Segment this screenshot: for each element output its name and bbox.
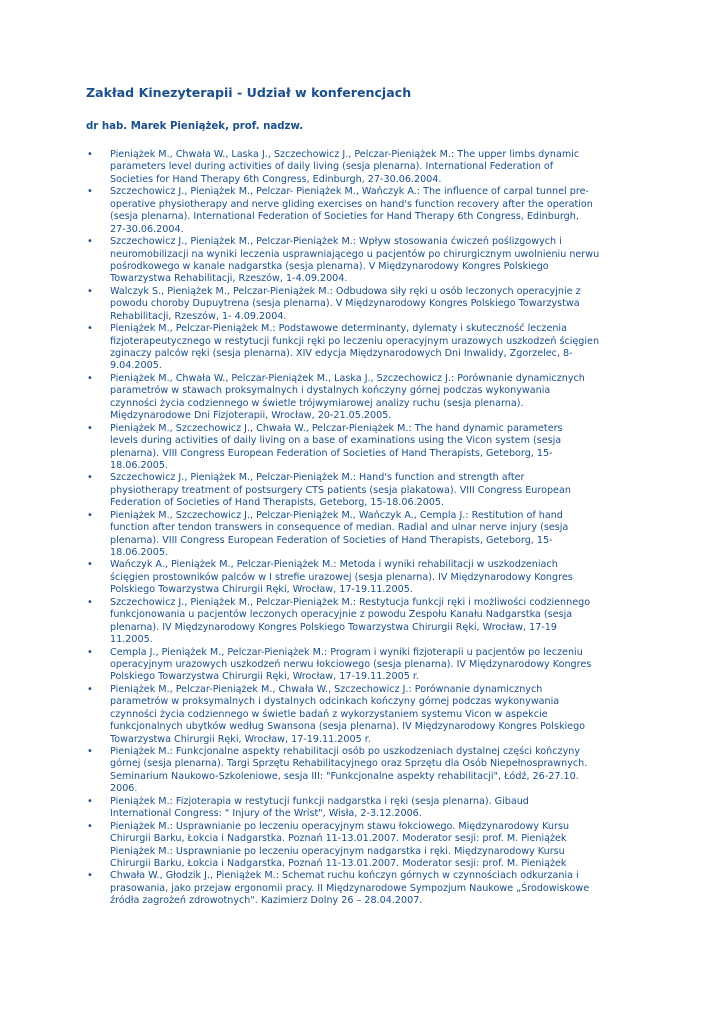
entry-line: (sesja plenarna). International Federation of Societies for Hand Therapy 6th Congress, Edinburgh, xyxy=(110,211,579,223)
entry-line: 18.06.2005. xyxy=(110,459,168,471)
entry-line: operative physiotherapy and nerve gliding exercises on hand's function recovery after the operation xyxy=(110,198,593,210)
entry-line: źródła zagrożeń zdrowotnych". Kazimierz Dolny 26 – 28.04.2007. xyxy=(110,895,423,907)
list-item xyxy=(86,746,646,796)
entry-line: plenarna). IV Międzynarodowy Kongres Polskiego Towarzystwa Chirurgii Ręki, Wrocław, 17-19 xyxy=(110,621,558,633)
entry-line: Pieniążek M., Pelczar-Pieniążek M.: Podstawowe determinanty, dylematy i skuteczność leczenia xyxy=(110,323,567,335)
entry-line: prasowania, jako przejaw ergonomii pracy. II Międzynarodowe Sympozjum Naukowe „Środowiskowe xyxy=(110,882,590,894)
entry-line: Szczechowicz J., Pieniążek M., Pelczar-Pieniążek M.: Hand's function and strength after xyxy=(110,472,525,484)
entry-line: International Congress: " Injury of the Wrist", Wisła, 2-3.12.2006. xyxy=(110,808,422,820)
bullet-icon: • xyxy=(87,559,93,571)
bullet-icon: • xyxy=(87,646,93,658)
entry-line: function after tendon transwers in consequence of median. Radial and ulnar nerve injury (sesja xyxy=(110,522,569,534)
entry-line: górnej (sesja plenarna). Targi Sprzętu Rehabilitacyjnego oraz Sprzętu dla Osób Niepełnosprawnych. xyxy=(110,758,588,770)
bullet-icon: • xyxy=(87,236,93,248)
bullet-icon: • xyxy=(87,186,93,198)
entry-line: funkcjonowania u pacjentów leczonych operacyjnie z powodu Zespołu Kanału Nadgarstka (sesja xyxy=(110,609,573,621)
entry-line: Pieniążek M., Pelczar-Pieniążek M., Chwała W., Szczechowicz J.: Porównanie dynamicznych xyxy=(110,683,543,695)
entry-line: funkcjonalnych ubytków według Swansona (sesja plenarna). IV Międzynarodowy Kongres Polskiego xyxy=(110,721,586,733)
entry-line: Pieniążek M., Szczechowicz J., Pelczar-Pieniążek M., Wańczyk A., Cempla J.: Restitution of hand xyxy=(110,509,563,521)
author-heading: dr hab. Marek Pieniążek, prof. nadzw. xyxy=(86,121,304,132)
bullet-icon: • xyxy=(87,422,93,434)
entry-line: Chwała W., Głodzik J., Pieniążek M.: Schemat ruchu kończyn górnych w czynnościach odkurzania i xyxy=(110,870,579,882)
bullet-icon: • xyxy=(87,149,93,160)
entry-line: operacyjnym urazowych uszkodzeń nerwu łokciowego (sesja plenarna). IV Międzynarodowy Kongres xyxy=(110,658,592,670)
entry-line: Seminarium Naukowo-Szkoleniowe, sesja III: "Funkcjonalne aspekty rehabilitacji", Łódź, 26-27.10. xyxy=(110,770,579,782)
list-item xyxy=(86,821,646,871)
list-item xyxy=(86,870,646,907)
entry-line: 11.2005. xyxy=(110,634,153,646)
conference-list xyxy=(86,149,646,908)
bullet-icon: • xyxy=(87,870,93,882)
list-item xyxy=(86,423,646,473)
entry-line: Wańczyk A., Pieniążek M., Pelczar-Pieniążek M.: Metoda i wyniki rehabilitacji w uszkodzeniach xyxy=(110,559,558,571)
entry-line: Societies for Hand Therapy 6th Congress, Edinburgh, 27-30.06.2004. xyxy=(110,173,442,185)
bullet-icon: • xyxy=(87,285,93,297)
entry-line: pośrodkowego w kanale nadgarstka (sesja plenarna). V Międzynarodowy Kongres Polskiego xyxy=(110,260,549,272)
bullet-icon: • xyxy=(87,472,93,484)
list-item xyxy=(86,286,646,323)
bullet-icon: • xyxy=(87,372,93,384)
entry-line: czynności życia codziennego w świetle badań z wykorzystaniem systemu Vicon w aspekcie xyxy=(110,708,548,720)
entry-line: parametrów w proksymalnych i dystalnych odcinkach kończyny górnej podczas wykonywania xyxy=(110,696,560,708)
list-item xyxy=(86,647,646,684)
entry-line: 27-30.06.2004. xyxy=(110,223,184,235)
bullet-icon: • xyxy=(87,746,93,757)
entry-line: Pieniążek M., Chwała W., Laska J., Szczechowicz J., Pelczar-Pieniążek M.: The upper limbs dynamic xyxy=(110,149,580,160)
entry-line: Towarzystwa Rehabilitacji, Rzeszów, 1-4.09.2004. xyxy=(110,273,348,285)
entry-line: plenarna). VIII Congress European Federation of Societies of Hand Therapists, Geteborg, 15- xyxy=(110,447,553,459)
bullet-icon: • xyxy=(87,683,93,695)
list-item xyxy=(86,510,646,560)
entry-line: Pieniążek M.: Fizjoterapia w restytucji funkcji nadgarstka i ręki (sesja plenarna). Gibaud xyxy=(110,795,529,807)
entry-line: Chirurgii Barku, Łokcia i Nadgarstka. Poznań 11-13.01.2007. Moderator sesji: prof. M. Pieniążek xyxy=(110,857,567,869)
list-item xyxy=(86,323,646,373)
entry-line: Szczechowicz J., Pieniążek M., Pelczar-Pieniążek M.: Wpływ stosowania ćwiczeń poślizgowych i xyxy=(110,236,562,248)
page-title: Zakład Kinezyterapii - Udział w konferencjach xyxy=(86,85,412,100)
entry-line: 9.04.2005. xyxy=(110,360,162,372)
entry-line: Towarzystwa Chirurgii Ręki, Wrocław, 17-19.11.2005 r. xyxy=(110,733,371,745)
entry-line: parameters level during activities of daily living (sesja plenarna). International Federation of xyxy=(110,161,554,173)
list-item xyxy=(86,796,646,821)
list-item xyxy=(86,559,646,596)
entry-line: levels during activities of daily living on a base of examinations using the Vicon system (sesja xyxy=(110,435,562,447)
bullet-icon: • xyxy=(87,596,93,608)
entry-line: powodu choroby Dupuytrena (sesja plenarna). V Międzynarodowy Kongres Polskiego Towarzystwa xyxy=(110,298,580,310)
bullet-icon: • xyxy=(87,509,93,521)
entry-line: Pieniążek M.: Usprawnianie po leczeniu operacyjnym nadgarstka i ręki. Międzynarodowy Kursu xyxy=(110,845,565,857)
entry-line: Federation of Societies of Hand Therapists, Geteborg, 15-18.06.2005. xyxy=(110,497,445,509)
entry-line: Pieniążek M.: Funkcjonalne aspekty rehabilitacji osób po uszkodzeniach dystalnej części kończyny xyxy=(110,746,581,757)
list-item xyxy=(86,186,646,236)
entry-line: czynności życia codziennego w świetle trójwymiarowej analizy ruchu (sesja plenarna). xyxy=(110,397,524,409)
entry-line: Międzynarodowe Dni Fizjoterapii, Wrocław, 20-21.05.2005. xyxy=(110,410,392,422)
list-item xyxy=(86,149,646,186)
entry-line: 2006. xyxy=(110,783,138,795)
entry-line: Polskiego Towarzystwa Chirurgii Ręki, Wrocław, 17-19.11.2005. xyxy=(110,584,413,596)
list-item xyxy=(86,236,646,286)
bullet-icon: • xyxy=(87,323,93,335)
entry-line: fizjoterapeutycznego w restytucji funkcji ręki po leczeniu operacyjnym urazowych uszkodzeń ścięgien xyxy=(110,335,600,347)
bullet-icon: • xyxy=(87,820,93,832)
entry-line: 18.06.2005. xyxy=(110,547,168,558)
entry-line: Walczyk S., Pieniążek M., Pelczar-Pieniążek M.: Odbudowa siły ręki u osób leczonych operacyjnie z xyxy=(110,285,581,297)
entry-line: zginaczy palców ręki (sesja plenarna). XIV edycja Międzynarodowych Dni Inwalidy, Zgorzelec, 8- xyxy=(110,348,573,359)
entry-line: Polskiego Towarzystwa Chirurgii Ręki, Wrocław, 17-19.11.2005 r. xyxy=(110,671,419,683)
list-item xyxy=(86,373,646,423)
list-item xyxy=(86,597,646,647)
entry-line: Chirurgii Barku, Łokcia i Nadgarstka. Poznań 11-13.01.2007. Moderator sesji: prof. M. Pieniążek xyxy=(110,833,567,845)
entry-line: Cempla J., Pieniążek M., Pelczar-Pieniążek M.: Program i wyniki fizjoterapii u pacjentów po leczeniu xyxy=(110,646,583,658)
entry-line: Pieniążek M.: Usprawnianie po leczeniu operacyjnym stawu łokciowego. Międzynarodowy Kursu xyxy=(110,820,570,832)
entry-line: neuromobilizacji na wyniki leczenia usprawniającego u pacjentów po chirurgicznym uwolnieniu nerwu xyxy=(110,248,600,260)
entry-line: plenarna). VIII Congress European Federation of Societies of Hand Therapists, Geteborg, 15- xyxy=(110,534,553,546)
list-item xyxy=(86,684,646,746)
entry-line: ścięgien prostowników palców w I strefie urazowej (sesja plenarna). IV Międzynarodowy Kongres xyxy=(110,571,573,583)
list-item xyxy=(86,472,646,509)
bullet-icon: • xyxy=(87,795,93,807)
entry-line: Szczechowicz J., Pieniążek M., Pelczar- Pieniążek M., Wańczyk A.: The influence of carpal tunnel pre- xyxy=(110,186,589,198)
entry-line: parametrów w stawach proksymalnych i dystalnych kończyny górnej podczas wykonywania xyxy=(110,385,551,397)
entry-line: Rehabilitacji, Rzeszów, 1- 4.09.2004. xyxy=(110,310,287,322)
entry-line: Pieniążek M., Chwała W., Pelczar-Pieniążek M., Laska J., Szczechowicz J.: Porównanie dynamicznych xyxy=(110,372,585,384)
entry-line: Pieniążek M., Szczechowicz J., Chwała W., Pelczar-Pieniążek M.: The hand dynamic parameters xyxy=(110,422,563,434)
entry-line: physiotherapy treatment of postsurgery CTS patients (sesja plakatowa). VIII Congress European xyxy=(110,484,571,496)
entry-line: Szczechowicz J., Pieniążek M., Pelczar-Pieniążek M.: Restytucja funkcji ręki i możliwości codziennego xyxy=(110,596,591,608)
